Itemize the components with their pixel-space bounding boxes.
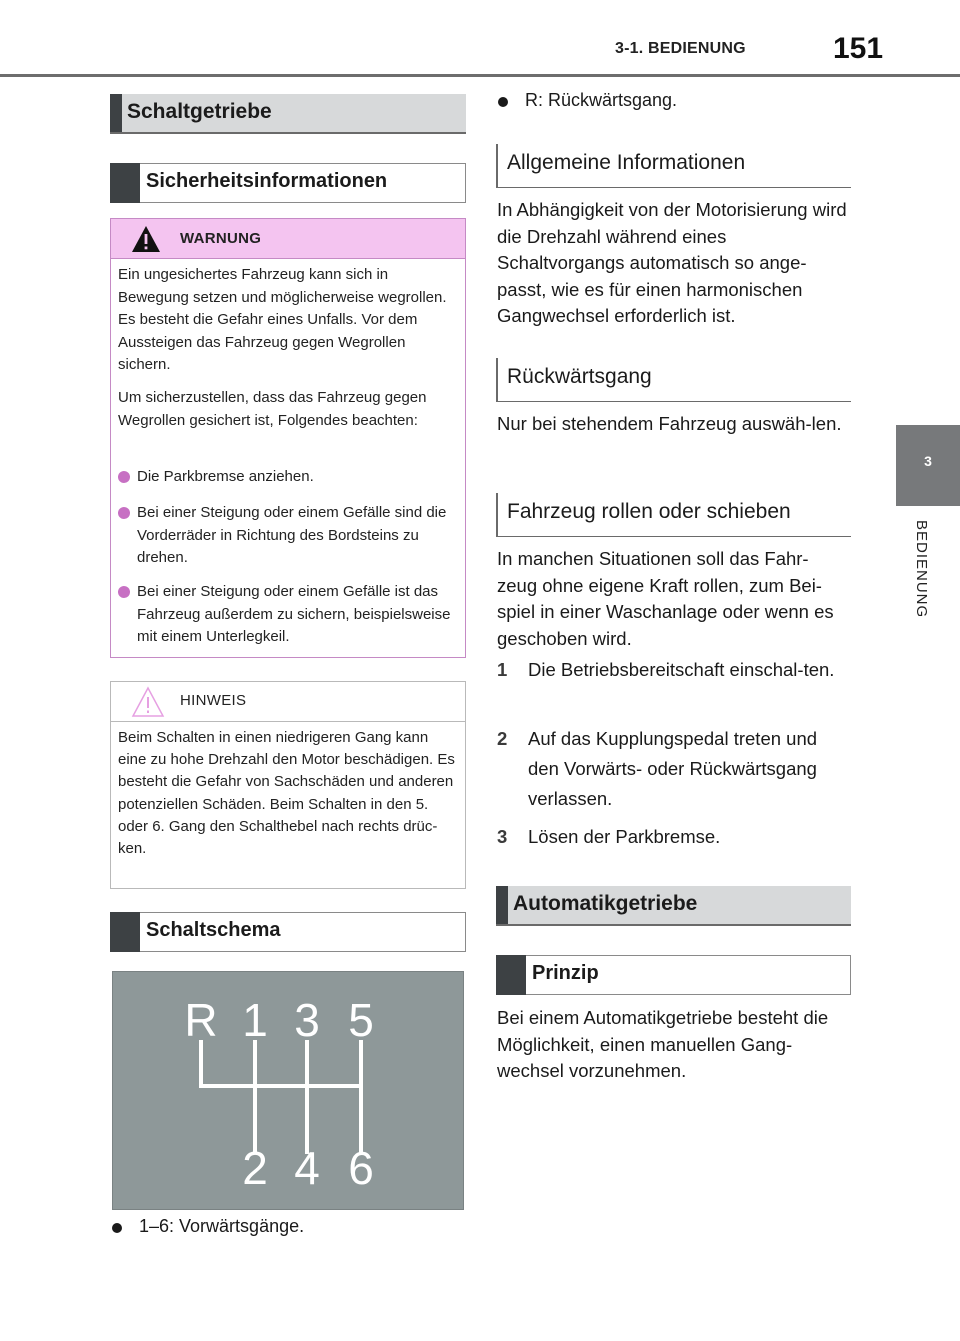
warning-bullet — [118, 502, 458, 570]
paragraph-general-info: In Abhängigkeit von der Motorisierung wird die Drehzahl während eines Schaltvorgangs automatisch so ange-passt, wie es für einen harmonischen Gangwechsel erforderlich ist. — [497, 199, 847, 326]
gear-label-3: 3 — [294, 994, 320, 1046]
heading-marker — [110, 912, 140, 952]
warning-paragraph: Um sicherzustellen, dass das Fahrzeug gegen Wegrollen gesichert ist, Folgendes beachten: — [118, 389, 427, 429]
warning-box — [110, 218, 466, 658]
heading-sicherheitsinformationen-text: Sicherheitsinformationen — [146, 170, 388, 192]
bullet-dot — [118, 586, 130, 598]
page-number: 151 — [833, 32, 884, 65]
paragraph-reverse-gear: Nur bei stehendem Fahrzeug auswäh-len. — [497, 413, 842, 434]
heading-automatikgetriebe-text: Automatikgetriebe — [513, 892, 698, 915]
bullet-reverse-gear-text: R: Rückwärtsgang. — [525, 90, 678, 110]
gear-label-6: 6 — [348, 1142, 374, 1194]
paragraph-principle: Bei einem Automatikgetriebe besteht die Möglichkeit, einen manuellen Gang-wechsel vorzunehmen. — [497, 1007, 829, 1081]
gear-label-4: 4 — [294, 1142, 320, 1194]
heading-prinzip-text: Prinzip — [532, 962, 599, 984]
warning-paragraph: Ein ungesichertes Fahrzeug kann sich in Bewegung setzen und möglicherweise wegrollen. Es besteht die Gefahr eines Unfalls. Vor dem Aussteigen das Fahrzeug gegen Wegrollen sichern. — [118, 266, 447, 373]
heading-automatikgetriebe — [496, 886, 851, 926]
heading-allgemeine-informationen — [496, 144, 851, 188]
chapter-tab-number: 3 — [924, 453, 932, 469]
paragraph-rolling: In manchen Situationen soll das Fahr-zeug ohne eigene Kraft rollen, zum Bei-spiel in einer Waschanlage oder wenn es geschoben wird. — [497, 548, 834, 649]
heading-fahrzeug-rollen — [496, 493, 851, 537]
step-number: 1 — [497, 659, 508, 680]
step-item — [497, 822, 857, 854]
heading-marker — [110, 94, 122, 132]
heading-rueckwaertsgang-text: Rückwärtsgang — [507, 365, 652, 388]
heading-allgemeine-informationen-text: Allgemeine Informationen — [507, 151, 746, 174]
heading-schaltschema-text: Schaltschema — [146, 919, 281, 941]
step-number: 2 — [497, 728, 508, 749]
gear-label-R: R — [184, 994, 218, 1046]
warning-bullet-text: Bei einer Steigung oder einem Gefälle ist das Fahrzeug außerdem zu sichern, beispielsweise mit einem Unterlegkeil. — [137, 583, 451, 645]
bullet-dot — [498, 97, 508, 107]
shift-pattern-figure — [112, 971, 464, 1210]
bullet-forward-gears — [112, 1216, 462, 1242]
warning-bullet-text: Die Parkbremse anziehen. — [137, 468, 314, 485]
heading-rueckwaertsgang — [496, 358, 851, 402]
bullet-forward-gears-text: 1–6: Vorwärtsgänge. — [139, 1216, 305, 1236]
heading-schaltgetriebe — [110, 94, 466, 134]
heading-marker — [496, 955, 526, 995]
caution-triangle-icon — [131, 686, 165, 718]
warning-bullet-text: Bei einer Steigung oder einem Gefälle sind die Vorderräder in Richtung des Bordsteins zu drehen. — [137, 504, 447, 566]
hint-header — [111, 682, 465, 722]
shift-pattern-diagram — [113, 972, 465, 1211]
warning-title: WARNUNG — [180, 230, 262, 247]
step-text: Die Betriebsbereitschaft einschal-ten. — [528, 659, 835, 680]
bullet-dot — [118, 471, 130, 483]
bullet-dot — [112, 1223, 122, 1233]
heading-schaltgetriebe-text: Schaltgetriebe — [127, 100, 272, 123]
gear-label-2: 2 — [242, 1142, 268, 1194]
hint-box — [110, 681, 466, 889]
bullet-reverse-gear — [498, 90, 848, 116]
step-text: Lösen der Parkbremse. — [528, 826, 721, 847]
gear-label-1: 1 — [242, 994, 268, 1046]
running-header-section: 3-1. BEDIENUNG — [615, 40, 746, 57]
hint-title: HINWEIS — [180, 692, 247, 709]
heading-marker — [496, 886, 508, 924]
heading-marker — [110, 163, 140, 203]
chapter-tab-label: BEDIENUNG — [913, 520, 930, 619]
warning-bullet — [118, 581, 458, 649]
step-text: Auf das Kupplungspedal treten und den Vorwärts- oder Rückwärtsgang verlassen. — [528, 728, 818, 809]
warning-bullet — [118, 466, 458, 489]
step-item — [497, 724, 857, 816]
chapter-tab — [896, 425, 960, 506]
step-item — [497, 655, 857, 717]
step-number: 3 — [497, 826, 508, 847]
heading-schaltschema — [110, 912, 466, 952]
warning-header — [111, 219, 465, 259]
header-rule — [0, 74, 960, 77]
heading-sicherheitsinformationen — [110, 163, 466, 203]
warning-triangle-icon — [131, 225, 161, 253]
hint-text: Beim Schalten in einen niedrigeren Gang kann eine zu hohe Drehzahl den Motor beschädigen. Es besteht die Gefahr von Sachschäden und anderen potenziellen Schäden. Beim Schalten in den 5. oder 6. Gang den Schalthebel nach rechts drüc-ken. — [118, 729, 455, 858]
heading-prinzip — [496, 955, 851, 995]
bullet-dot — [118, 507, 130, 519]
gear-label-5: 5 — [348, 994, 374, 1046]
heading-fahrzeug-rollen-text: Fahrzeug rollen oder schieben — [507, 500, 791, 523]
